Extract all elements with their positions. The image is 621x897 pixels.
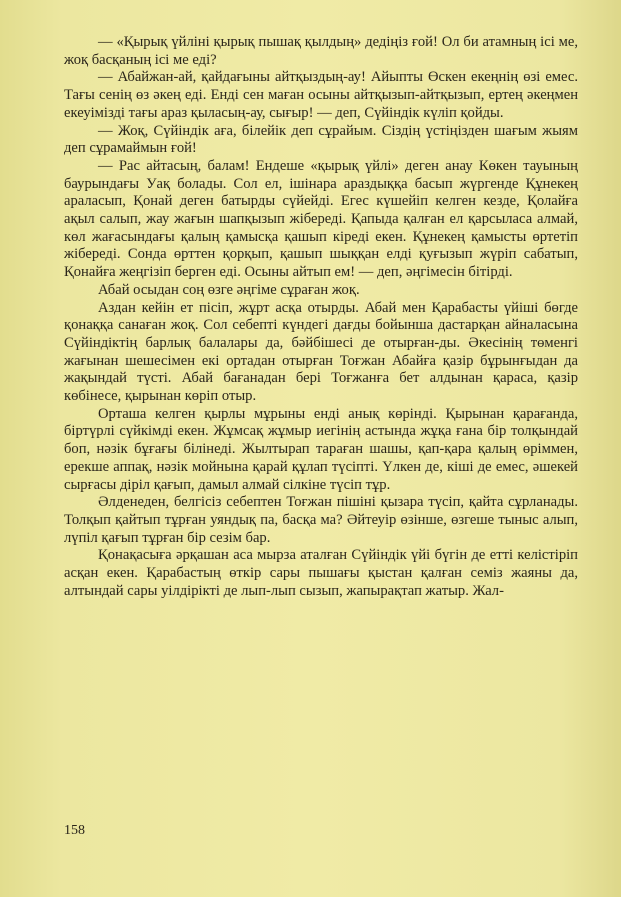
page-number: 158: [64, 823, 85, 838]
paragraph: Әлденеден, белгiсiз себептен Тоғжан пiшiнi қызара түсiп, қайта сұрланады. Толқып қайтып тұрған уяндық па, басқа ма? Әйтеуiр өзiнше, өзгеше тыныс алып, лүпiл қағып тұрған бiр сезiм бар.: [64, 494, 578, 546]
paragraph: Қонақасыға әрқашан аса мырза аталған Сүйiндiк үйi бүгiн де еттi келiстiрiп асқан екен. Қарабастың өткiр сары пышағы қыстан қалған семiз жаяны да, алтындай сары уiлдiрiктi де лып-лып сызып, жапырақтап жатыр. Жал-: [64, 547, 578, 599]
page-text: [64, 34, 578, 601]
paragraph: Абай осыдан соң өзге әңгiме сұраған жоқ.: [98, 281, 360, 298]
paragraph: — Рас айтасың, балам! Ендеше «қырық үйлi» деген анау Көкен тауының баурындағы Уақ болады. Сол ел, iшiнара араздыққа басып жүргенде Құнекең араласып, Қонай деген батырды сүйейдi. Егес күшейiп келген кезде, Қолайға ақыл салып, жау жағын шапқызып жiбередi. Қапыда қалған ел қарсыласа алмай, көл жағасындағы қалың қамысқа қашып кiредi екен. Құнекең қамысты өртетiп жiбередi. Сонда өрттен қорқып, қашып шыққан елдi қуғызып жүрiп сабатып, Қонайға жеңгiзiп берген едi. Осыны айтып ем! — деп, әңгiмесiн бiтiрдi.: [64, 157, 578, 281]
paragraph: Орташа келген қырлы мұрыны ендi анық көрiндi. Қырынан қарағанда, бiртүрлi сүйкiмдi екен. Жұмсақ жұмыр иегiнiң астында жұқа ғана бiр толқындай боп, нәзiк бұғағы бiлiнедi. Жылтырап тараған шашы, қап-қара қалың өрiммен, ерекше аппақ, нәзiк мойнына қарай құлап түсiптi. Үлкен де, кiшi де емес, әшекей сырғасы дiрiл қағып, дамыл алмай сiлкiне түсiп тұр.: [64, 405, 578, 493]
paragraph: — Жоқ, Сүйiндiк аға, бiлейiк деп сұрайым. Сiздiң үстiңiзден шағым жыям деп сұрамаймын ғой!: [64, 122, 578, 157]
paragraph: Аздан кейiн ет пiсiп, жұрт асқа отырды. Абай мен Қарабасты үйiшi бөгде қонаққа санаған жоқ. Сол себептi күндегi дағды бойынша дастарқан айналасына Сүйiндiктiң барлық балалары да, бәйбiшесi де отырған-ды. Әкесiнiң төменгi жағынан шешесiмен екi ортадан отырған Тоғжан Абайға қазiр бұрынғыдан да жақындай түстi. Абай бағанадан берi Тоғжанға бет алдынан қараса, қазiр көбiнесе, қырынан көрiп отыр.: [64, 299, 578, 405]
paragraph: — «Қырық үйлiнi қырық пышақ қылдың» дедiңiз ғой! Ол би атамның iсi ме, жоқ басқаның iсi ме едi?: [64, 34, 578, 68]
paragraph: — Абайжан-ай, қайдағыны айтқыздың-ау! Айыпты Өскен екеңнiң өзi емес. Тағы сенiң өз әкең едi. Ендi сен маған осыны айтқызып-айтқызып, ертең әкеңмен екеуiмiздi тағы араз қыласың-ау, сығыр! — деп, Сүйiндiк күлiп қойды.: [64, 69, 578, 121]
